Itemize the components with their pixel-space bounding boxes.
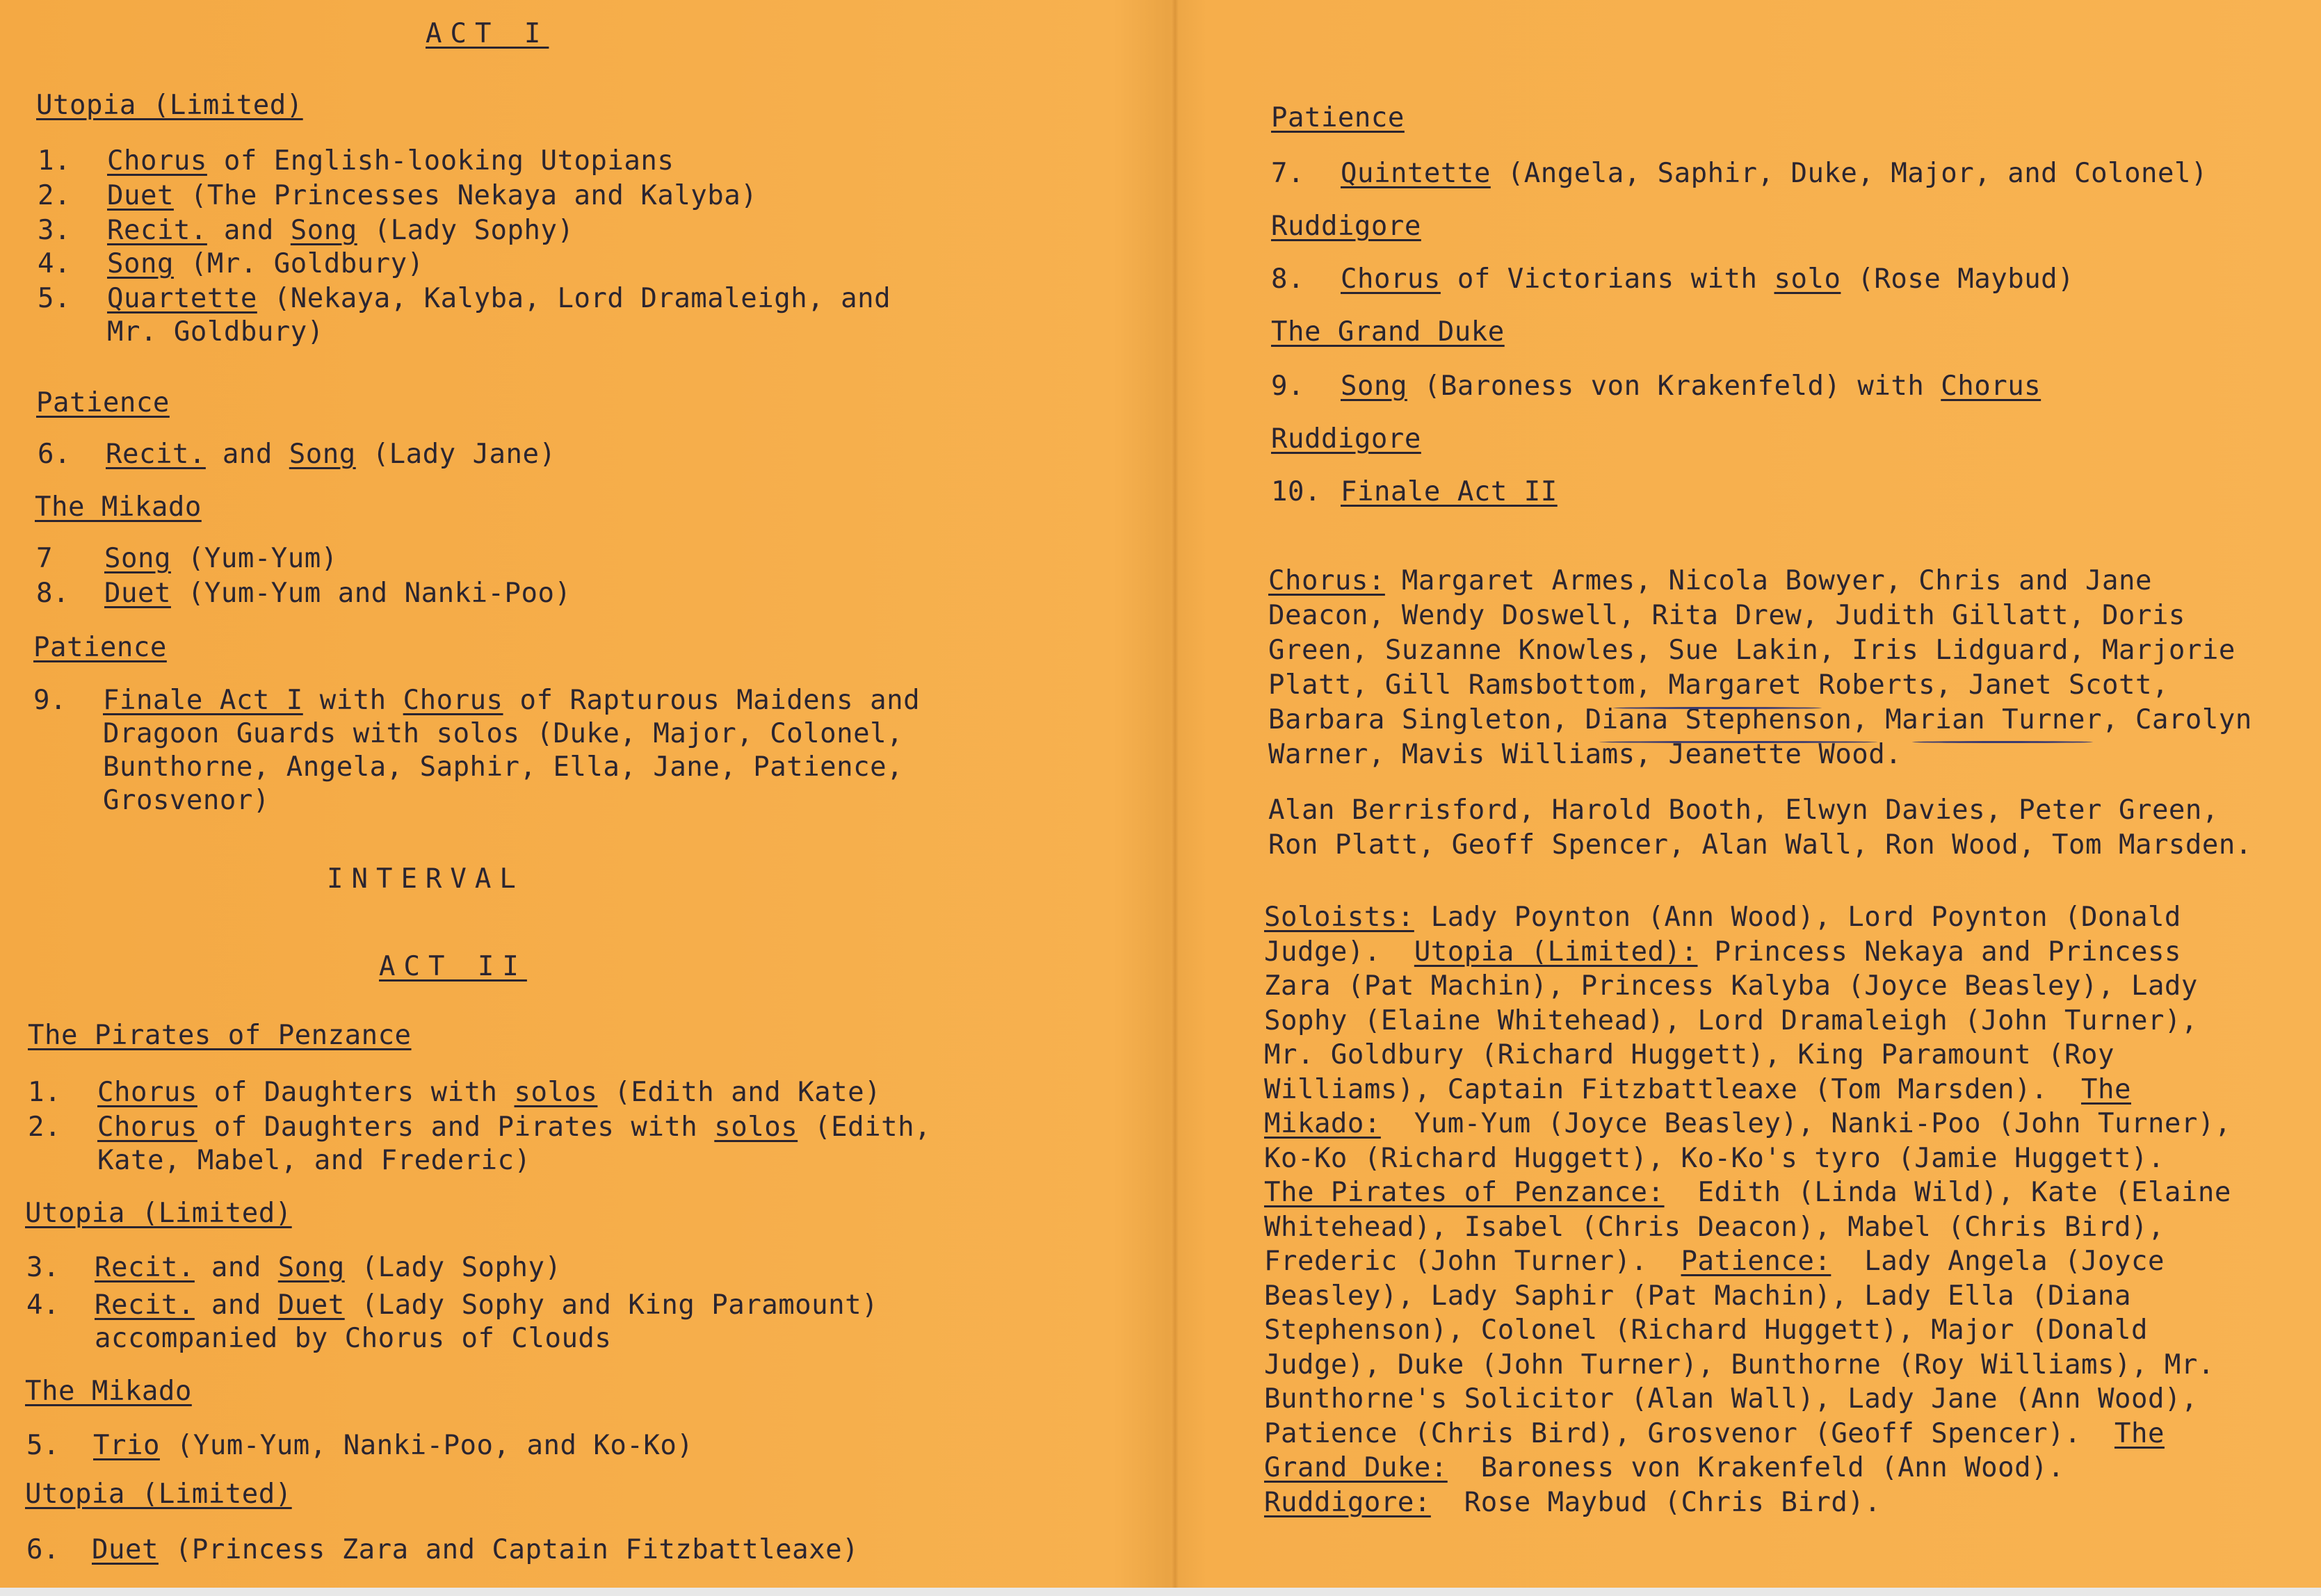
- line-text: Beasley), Lady Saphir (Pat Machin), Lady Ella (Diana: [1264, 1280, 2131, 1312]
- underlined-title: Chorus: [403, 685, 503, 716]
- line-text: (Edith,: [798, 1112, 932, 1143]
- line-text: (Rose Maybud): [1841, 263, 2075, 295]
- soloists-line: [1264, 1142, 2165, 1175]
- soloists-line: [1264, 1245, 2165, 1278]
- line-text: Mr. Goldbury (Richard Huggett), King Paramount (Roy: [1264, 1039, 2114, 1070]
- underlined-title: Finale Act II: [1341, 476, 1558, 507]
- section-title: Utopia (Limited): [25, 1198, 292, 1229]
- programme-item: [1341, 475, 1558, 509]
- section-title: Patience: [1271, 102, 1405, 133]
- programme-item: [95, 1251, 561, 1285]
- line-text: Lady Angela (Joyce: [1831, 1246, 2165, 1277]
- underlined-title: solos: [514, 1077, 598, 1108]
- line-text: Princess Nekaya and Princess: [1697, 936, 2181, 968]
- section-title: The Mikado: [25, 1376, 192, 1407]
- chorus-line: [1268, 564, 2152, 598]
- line-text: Rose Maybud (Chris Bird).: [1430, 1486, 1882, 1518]
- item-number: 2.: [28, 1112, 61, 1143]
- item-continuation: Grosvenor): [103, 785, 270, 816]
- soloists-line: [1264, 1073, 2131, 1107]
- programme-item: [93, 1429, 693, 1463]
- item-number: 9.: [33, 685, 67, 716]
- underlined-title: Mikado:: [1264, 1108, 1381, 1139]
- item-continuation: Dragoon Guards with solos (Duke, Major, Colonel,: [103, 718, 904, 749]
- soloists-line: [1264, 901, 2181, 934]
- underlined-title: Chorus:: [1268, 565, 1385, 596]
- line-text: Judge), Duke (John Turner), Bunthorne (Roy Williams), Mr.: [1264, 1349, 2215, 1381]
- underlined-title: The: [2114, 1417, 2165, 1449]
- line-text: (Yum-Yum): [170, 543, 338, 574]
- line-text: (Lady Sophy and King Paramount): [344, 1289, 879, 1321]
- line-text: and: [207, 215, 291, 246]
- item-number: 4.: [38, 248, 71, 279]
- underlined-title: Chorus: [1941, 370, 2041, 402]
- act-one-heading: ACT I: [426, 18, 549, 49]
- item-number: 1.: [38, 145, 71, 177]
- soloists-line: [1264, 970, 2198, 1003]
- soloists-line: [1264, 1451, 2064, 1485]
- underlined-title: The: [2081, 1073, 2131, 1105]
- item-continuation: Kate, Mabel, and Frederic): [97, 1145, 531, 1176]
- programme-item: [1341, 157, 2208, 190]
- line-text: of Daughters with: [197, 1077, 515, 1108]
- underlined-title: Ruddigore:: [1264, 1486, 1431, 1518]
- programme-item: [103, 684, 920, 717]
- chorus-men-line: Alan Berrisford, Harold Booth, Elwyn Davies, Peter Green,: [1268, 795, 2219, 826]
- line-text: and: [194, 1252, 278, 1283]
- section-title: Utopia (Limited): [36, 90, 303, 121]
- soloists-line: [1264, 1417, 2165, 1451]
- item-number: 9.: [1271, 370, 1304, 402]
- line-text: Ko-Ko (Richard Huggett), Ko-Ko's tyro (Jamie Huggett).: [1264, 1142, 2165, 1174]
- item-number: 10.: [1271, 476, 1321, 507]
- underlined-title: solos: [714, 1112, 798, 1143]
- line-text: (Lady Sophy): [357, 215, 574, 246]
- item-number: 3.: [38, 215, 71, 246]
- programme-item: [107, 282, 891, 316]
- line-text: (Lady Jane): [355, 439, 556, 470]
- underlined-title: Chorus: [107, 145, 207, 177]
- ink-underline-roberts: [1613, 707, 1822, 709]
- chorus-line: Deacon, Wendy Doswell, Rita Drew, Judith Gillatt, Doris: [1268, 600, 2185, 631]
- line-text: Stephenson), Colonel (Richard Huggett), Major (Donald: [1264, 1314, 2148, 1346]
- line-text: Lady Poynton (Ann Wood), Lord Poynton (Donald: [1414, 902, 2181, 933]
- section-title: Patience: [36, 387, 170, 418]
- line-text: Bunthorne's Solicitor (Alan Wall), Lady Jane (Ann Wood),: [1264, 1383, 2198, 1415]
- underlined-title: Finale Act I: [103, 685, 303, 716]
- interval-label: INTERVAL: [327, 863, 524, 895]
- item-number: 7: [36, 543, 53, 574]
- underlined-title: Duet: [277, 1289, 345, 1321]
- underlined-title: Patience:: [1681, 1246, 1831, 1277]
- programme-item: [104, 542, 338, 576]
- programme-item: [92, 1533, 859, 1567]
- underlined-title: solo: [1774, 263, 1841, 295]
- programme-item: [106, 438, 556, 471]
- soloists-line: [1264, 1176, 2231, 1210]
- section-title: Utopia (Limited): [25, 1479, 292, 1510]
- programme-item: [104, 577, 571, 610]
- line-text: Judge).: [1264, 936, 1414, 968]
- underlined-title: Quintette: [1341, 158, 1491, 189]
- item-number: 8.: [1271, 263, 1304, 295]
- programme-item: [97, 1076, 881, 1109]
- soloists-line: [1264, 1004, 2198, 1038]
- section-title: The Mikado: [35, 491, 202, 523]
- item-number: 4.: [26, 1289, 60, 1321]
- chorus-line: Platt, Gill Ramsbottom, Margaret Roberts, Janet Scott,: [1268, 669, 2169, 701]
- programme-item: [107, 179, 757, 213]
- soloists-line: [1264, 1349, 2215, 1382]
- section-title: Patience: [33, 632, 167, 663]
- underlined-title: Chorus: [1341, 263, 1441, 295]
- underlined-title: Song: [104, 543, 171, 574]
- chorus-line: Green, Suzanne Knowles, Sue Lakin, Iris Lidguard, Marjorie: [1268, 635, 2235, 666]
- item-number: 8.: [36, 578, 70, 609]
- soloists-line: [1264, 936, 2181, 969]
- line-text: (Edith and Kate): [597, 1077, 882, 1108]
- soloists-line: [1264, 1211, 2165, 1244]
- underlined-title: Duet: [104, 578, 171, 609]
- underlined-title: Chorus: [97, 1077, 197, 1108]
- underlined-title: Duet: [92, 1534, 159, 1565]
- scan-edge: [0, 1588, 2321, 1596]
- underlined-title: Recit.: [95, 1252, 195, 1283]
- underlined-title: The Pirates of Penzance:: [1264, 1177, 1665, 1208]
- item-continuation: Bunthorne, Angela, Saphir, Ella, Jane, Patience,: [103, 751, 904, 783]
- soloists-line: [1264, 1107, 2231, 1141]
- section-title: Ruddigore: [1271, 211, 1421, 242]
- line-text: (Lady Sophy): [344, 1252, 562, 1283]
- underlined-title: Utopia (Limited):: [1414, 936, 1698, 968]
- programme-item: [95, 1289, 878, 1322]
- line-text: and: [205, 439, 289, 470]
- underlined-title: Song: [107, 248, 174, 279]
- programme-item: [107, 247, 424, 281]
- ink-underline-stephenson: [1599, 741, 1877, 743]
- underlined-title: Duet: [107, 180, 174, 211]
- soloists-line: [1264, 1280, 2131, 1313]
- item-number: 6.: [26, 1534, 60, 1565]
- line-text: Whitehead), Isabel (Chris Deacon), Mabel (Chris Bird),: [1264, 1211, 2165, 1243]
- line-text: (Nekaya, Kalyba, Lord Dramaleigh, and: [257, 283, 891, 314]
- act-two-heading: ACT II: [379, 951, 527, 982]
- soloists-line: [1264, 1383, 2198, 1416]
- line-text: of Daughters and Pirates with: [197, 1112, 715, 1143]
- line-text: Frederic (John Turner).: [1264, 1246, 1681, 1277]
- item-number: 3.: [26, 1252, 60, 1283]
- item-number: 5.: [26, 1430, 60, 1461]
- line-text: Baroness von Krakenfeld (Ann Wood).: [1447, 1452, 2065, 1483]
- item-continuation: Mr. Goldbury): [107, 316, 324, 348]
- underlined-title: Soloists:: [1264, 902, 1414, 933]
- line-text: (The Princesses Nekaya and Kalyba): [173, 180, 758, 211]
- line-text: of Victorians with: [1440, 263, 1774, 295]
- soloists-line: [1264, 1486, 1881, 1520]
- soloists-line: [1264, 1314, 2148, 1347]
- section-title: The Pirates of Penzance: [28, 1020, 412, 1051]
- programme-item: [97, 1111, 931, 1144]
- underlined-title: Song: [277, 1252, 345, 1283]
- programme-item: [1341, 370, 2041, 403]
- page-fold: [1172, 0, 1179, 1596]
- underlined-title: Song: [289, 439, 356, 470]
- ink-underline-turner: [1912, 741, 2093, 743]
- line-text: (Yum-Yum, Nanki-Poo, and Ko-Ko): [159, 1430, 694, 1461]
- underlined-title: Trio: [93, 1430, 160, 1461]
- line-text: Williams), Captain Fitzbattleaxe (Tom Marsden).: [1264, 1073, 2082, 1105]
- underlined-title: Chorus: [97, 1112, 197, 1143]
- underlined-title: Quartette: [107, 283, 257, 314]
- programme-item: [107, 145, 674, 178]
- item-continuation: accompanied by Chorus of Clouds: [95, 1323, 612, 1354]
- underlined-title: Recit.: [106, 439, 206, 470]
- line-text: (Princess Zara and Captain Fitzbattleaxe): [158, 1534, 859, 1565]
- chorus-line: Warner, Mavis Williams, Jeanette Wood.: [1268, 739, 1902, 770]
- line-text: of English-looking Utopians: [207, 145, 674, 177]
- item-number: 2.: [38, 180, 71, 211]
- section-title: Ruddigore: [1271, 423, 1421, 455]
- chorus-line: Barbara Singleton, Diana Stephenson, Marian Turner, Carolyn: [1268, 704, 2252, 735]
- underlined-title: Recit.: [107, 215, 207, 246]
- line-text: Yum-Yum (Joyce Beasley), Nanki-Poo (John Turner),: [1380, 1108, 2231, 1139]
- section-title: The Grand Duke: [1271, 316, 1505, 348]
- line-text: (Mr. Goldbury): [173, 248, 424, 279]
- programme-item: [1341, 263, 2074, 296]
- programme-item: [107, 214, 574, 247]
- line-text: Edith (Linda Wild), Kate (Elaine: [1664, 1177, 2231, 1208]
- line-text: Patience (Chris Bird), Grosvenor (Geoff Spencer).: [1264, 1417, 2114, 1449]
- item-number: 7.: [1271, 158, 1304, 189]
- item-number: 5.: [38, 283, 71, 314]
- soloists-line: [1264, 1039, 2114, 1072]
- underlined-title: Song: [1341, 370, 1407, 402]
- line-text: Margaret Armes, Nicola Bowyer, Chris and Jane: [1384, 565, 2152, 596]
- item-number: 1.: [28, 1077, 61, 1108]
- line-text: of Rapturous Maidens and: [503, 685, 921, 716]
- line-text: Zara (Pat Machin), Princess Kalyba (Joyce Beasley), Lady: [1264, 970, 2198, 1002]
- line-text: (Yum-Yum and Nanki-Poo): [170, 578, 572, 609]
- line-text: (Baroness von Krakenfeld) with: [1407, 370, 1941, 402]
- underlined-title: Grand Duke:: [1264, 1452, 1448, 1483]
- line-text: with: [302, 685, 403, 716]
- line-text: Sophy (Elaine Whitehead), Lord Dramaleigh (John Turner),: [1264, 1004, 2198, 1036]
- underlined-title: Recit.: [95, 1289, 195, 1321]
- item-number: 6.: [38, 439, 71, 470]
- line-text: and: [194, 1289, 278, 1321]
- chorus-men-line: Ron Platt, Geoff Spencer, Alan Wall, Ron Wood, Tom Marsden.: [1268, 829, 2252, 861]
- underlined-title: Song: [290, 215, 357, 246]
- line-text: (Angela, Saphir, Duke, Major, and Colonel): [1490, 158, 2208, 189]
